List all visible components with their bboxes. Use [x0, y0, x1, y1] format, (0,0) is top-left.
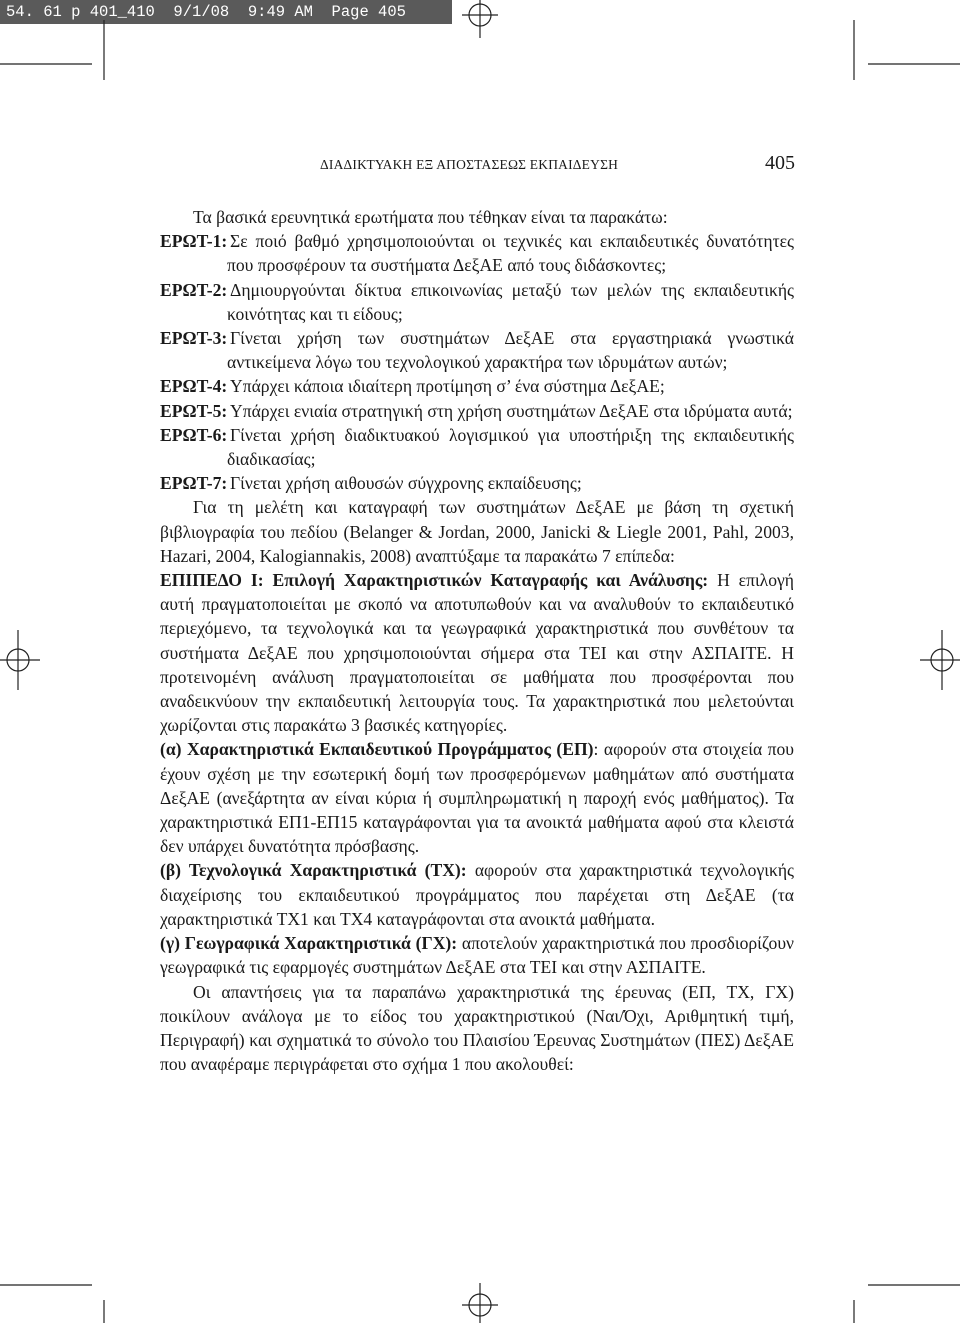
closing-paragraph: Οι απαντήσεις για τα παραπάνω χαρακτηριστικά της έρευνας (ΕΠ, ΤΧ, ΓΧ) ποικίλουν ανάλογα με το είδος του χαρακτηριστικού (Ναι/Όχι, Αριθμητική τιμή, Περιγραφή) και σχηματικά το σύνολο του Πλαισίου Έρευνας Συστημάτων (ΠΕΣ) ΔεξΑΕ που αναφέραμε περιγράφεται στο σχήμα 1 που ακολουθεί:	[160, 981, 794, 1075]
crop-mark-top-left	[0, 20, 110, 120]
research-question	[160, 423, 794, 471]
research-question	[160, 399, 794, 423]
registration-mark-right	[920, 630, 960, 690]
print-slug: 54. 61 p 401_410 9/1/08 9:49 AM Page 405	[0, 0, 452, 24]
question-label: ΕΡΩΤ-7:	[160, 473, 228, 494]
crop-mark-top-right	[850, 20, 960, 120]
research-question	[160, 326, 794, 374]
category-b-heading: (β) Τεχνολογικά Χαρακτηριστικά (ΤΧ):	[160, 860, 467, 881]
registration-mark-bottom	[462, 1283, 498, 1323]
category-b-paragraph	[160, 858, 794, 931]
intro-paragraph: Τα βασικά ερευνητικά ερωτήματα που τέθηκαν είναι τα παρακάτω:	[193, 207, 668, 227]
level-1-heading: ΕΠΙΠΕΔΟ Ι: Επιλογή Χαρακτηριστικών Καταγραφής και Ανάλυσης:	[160, 570, 709, 591]
question-text: Υπάρχει κάποια ιδιαίτερη προτίμηση σ’ ένα σύστημα ΔεξΑΕ;	[230, 376, 665, 397]
research-question	[160, 278, 794, 326]
registration-mark-top	[462, 0, 498, 38]
category-b-text: αφορούν στα χαρακτηριστικά τεχνολογικής διαχείρισης του εκπαιδευτικού προγράμματος που παρέχεται στη ΔεξΑΕ (τα χαρακτηριστικά ΤΧ1 και ΤΧ4 καταγράφονται στα ανοικτά μαθήματα.	[160, 860, 794, 929]
category-a-paragraph	[160, 737, 794, 858]
crop-mark-bottom-right	[850, 1248, 960, 1323]
page-body	[160, 205, 794, 1076]
category-a-text: : αφορούν στα στοιχεία που έχουν σχέση με την εσωτερική δομή των προσφερόμενων μαθημάτων από συστήματα ΔεξΑΕ (ανεξάρτητα αν είναι κύρια ή συμπληρωματική η παροχή ενός μαθήματος). Τα χαρακτηριστικά ΕΠ1-ΕΠ15 καταγράφονται για τα ανοικτά μαθήματα αφού στα κλειστά δεν υπάρχει δυνατότητα πρόσβασης.	[160, 739, 794, 857]
question-label: ΕΡΩΤ-1:	[160, 231, 228, 252]
question-text: Γίνεται χρήση των συστημάτων ΔεξΑΕ στα εργαστηριακά γνωστικά αντικείμενα λόγω του τεχνολογικού χαρακτήρα των ιδρυμάτων αυτών;	[227, 328, 794, 373]
running-header: ΔΙΑΔΙΚΤΥΑΚΗ ΕΞ ΑΠΟΣΤΑΣΕΩΣ ΕΚΠΑΙΔΕΥΣΗ	[320, 157, 619, 172]
question-text: Γίνεται χρήση διαδικτυακού λογισμικού για υποστήριξη της εκπαιδευτικής διαδικασίας;	[227, 424, 794, 470]
research-question	[160, 374, 794, 398]
question-label: ΕΡΩΤ-6:	[160, 424, 228, 445]
question-label: ΕΡΩΤ-4:	[160, 376, 228, 397]
question-text: Γίνεται χρήση αιθουσών σύγχρονης εκπαίδευσης;	[230, 473, 582, 494]
question-text: Σε ποιό βαθμό χρησιμοποιούνται οι τεχνικές και εκπαιδευτικές δυνατότητες που προσφέρουν τα συστήματα ΔεξΑΕ από τους διδάσκοντες;	[227, 231, 794, 276]
question-text: Υπάρχει ενιαία στρατηγική στη χρήση συστημάτων ΔεξΑΕ στα ιδρύματα αυτά;	[230, 400, 793, 421]
level-1-paragraph	[160, 568, 794, 737]
page-number: 405	[765, 152, 795, 174]
study-paragraph: Για τη μελέτη και καταγραφή των συστημάτων ΔεξΑΕ με βάση τη σχετική βιβλιογραφία του πεδίου (Belanger & Jordan, 2000, Janicki & Liegle 2001, Pahl, 2003, Hazari, 2004, Kalogiannakis, 2008) αναπτύξαμε τα παρακάτω 7 επίπεδα:	[160, 497, 794, 566]
category-c-paragraph	[160, 931, 794, 979]
category-c-text: αποτελούν χαρακτηριστικά που προσδιορίζουν γεωγραφικά τις εφαρμογές συστημάτων ΔεξΑΕ στα ΤΕΙ και στην ΑΣΠΑΙΤΕ.	[160, 933, 794, 978]
research-questions-list	[160, 229, 794, 495]
question-label: ΕΡΩΤ-5:	[160, 400, 228, 421]
question-label: ΕΡΩΤ-3:	[160, 328, 228, 349]
category-a-heading: (α) Χαρακτηριστικά Εκπαιδευτικού Προγράμματος (ΕΠ)	[160, 739, 594, 760]
question-label: ΕΡΩΤ-2:	[160, 279, 228, 300]
research-question	[160, 229, 794, 277]
crop-mark-bottom-left	[0, 1248, 110, 1323]
level-1-text: Η επιλογή αυτή πραγματοποιείται με σκοπό να αποτυπωθούν και να αναλυθούν το εκπαιδευτικό περιεχόμενο, τα τεχνολογικά και τα γεωγραφικά χαρακτηριστικά που συνθέτουν τα συστήματα ΔεξΑΕ που χρησιμοποιούνται σήμερα στα ΤΕΙ και στην ΑΣΠΑΙΤΕ. Η προτεινομένη ανάλυση πραγματοποιείται σε μαθήματα που προσφέρονται που αναδεικνύουν την εκπαιδευτική λειτουργία τους. Τα χαρακτηριστικά που μελετούνται χωρίζονται στις παρακάτω 3 βασικές κατηγορίες.	[160, 570, 794, 736]
question-text: Δημιουργούνται δίκτυα επικοινωνίας μεταξύ των μελών της εκπαιδευτικής κοινότητας και τι είδους;	[227, 279, 794, 324]
category-c-heading: (γ) Γεωγραφικά Χαρακτηριστικά (ΓΧ):	[160, 933, 458, 954]
registration-mark-left	[0, 630, 40, 690]
research-question	[160, 471, 794, 495]
